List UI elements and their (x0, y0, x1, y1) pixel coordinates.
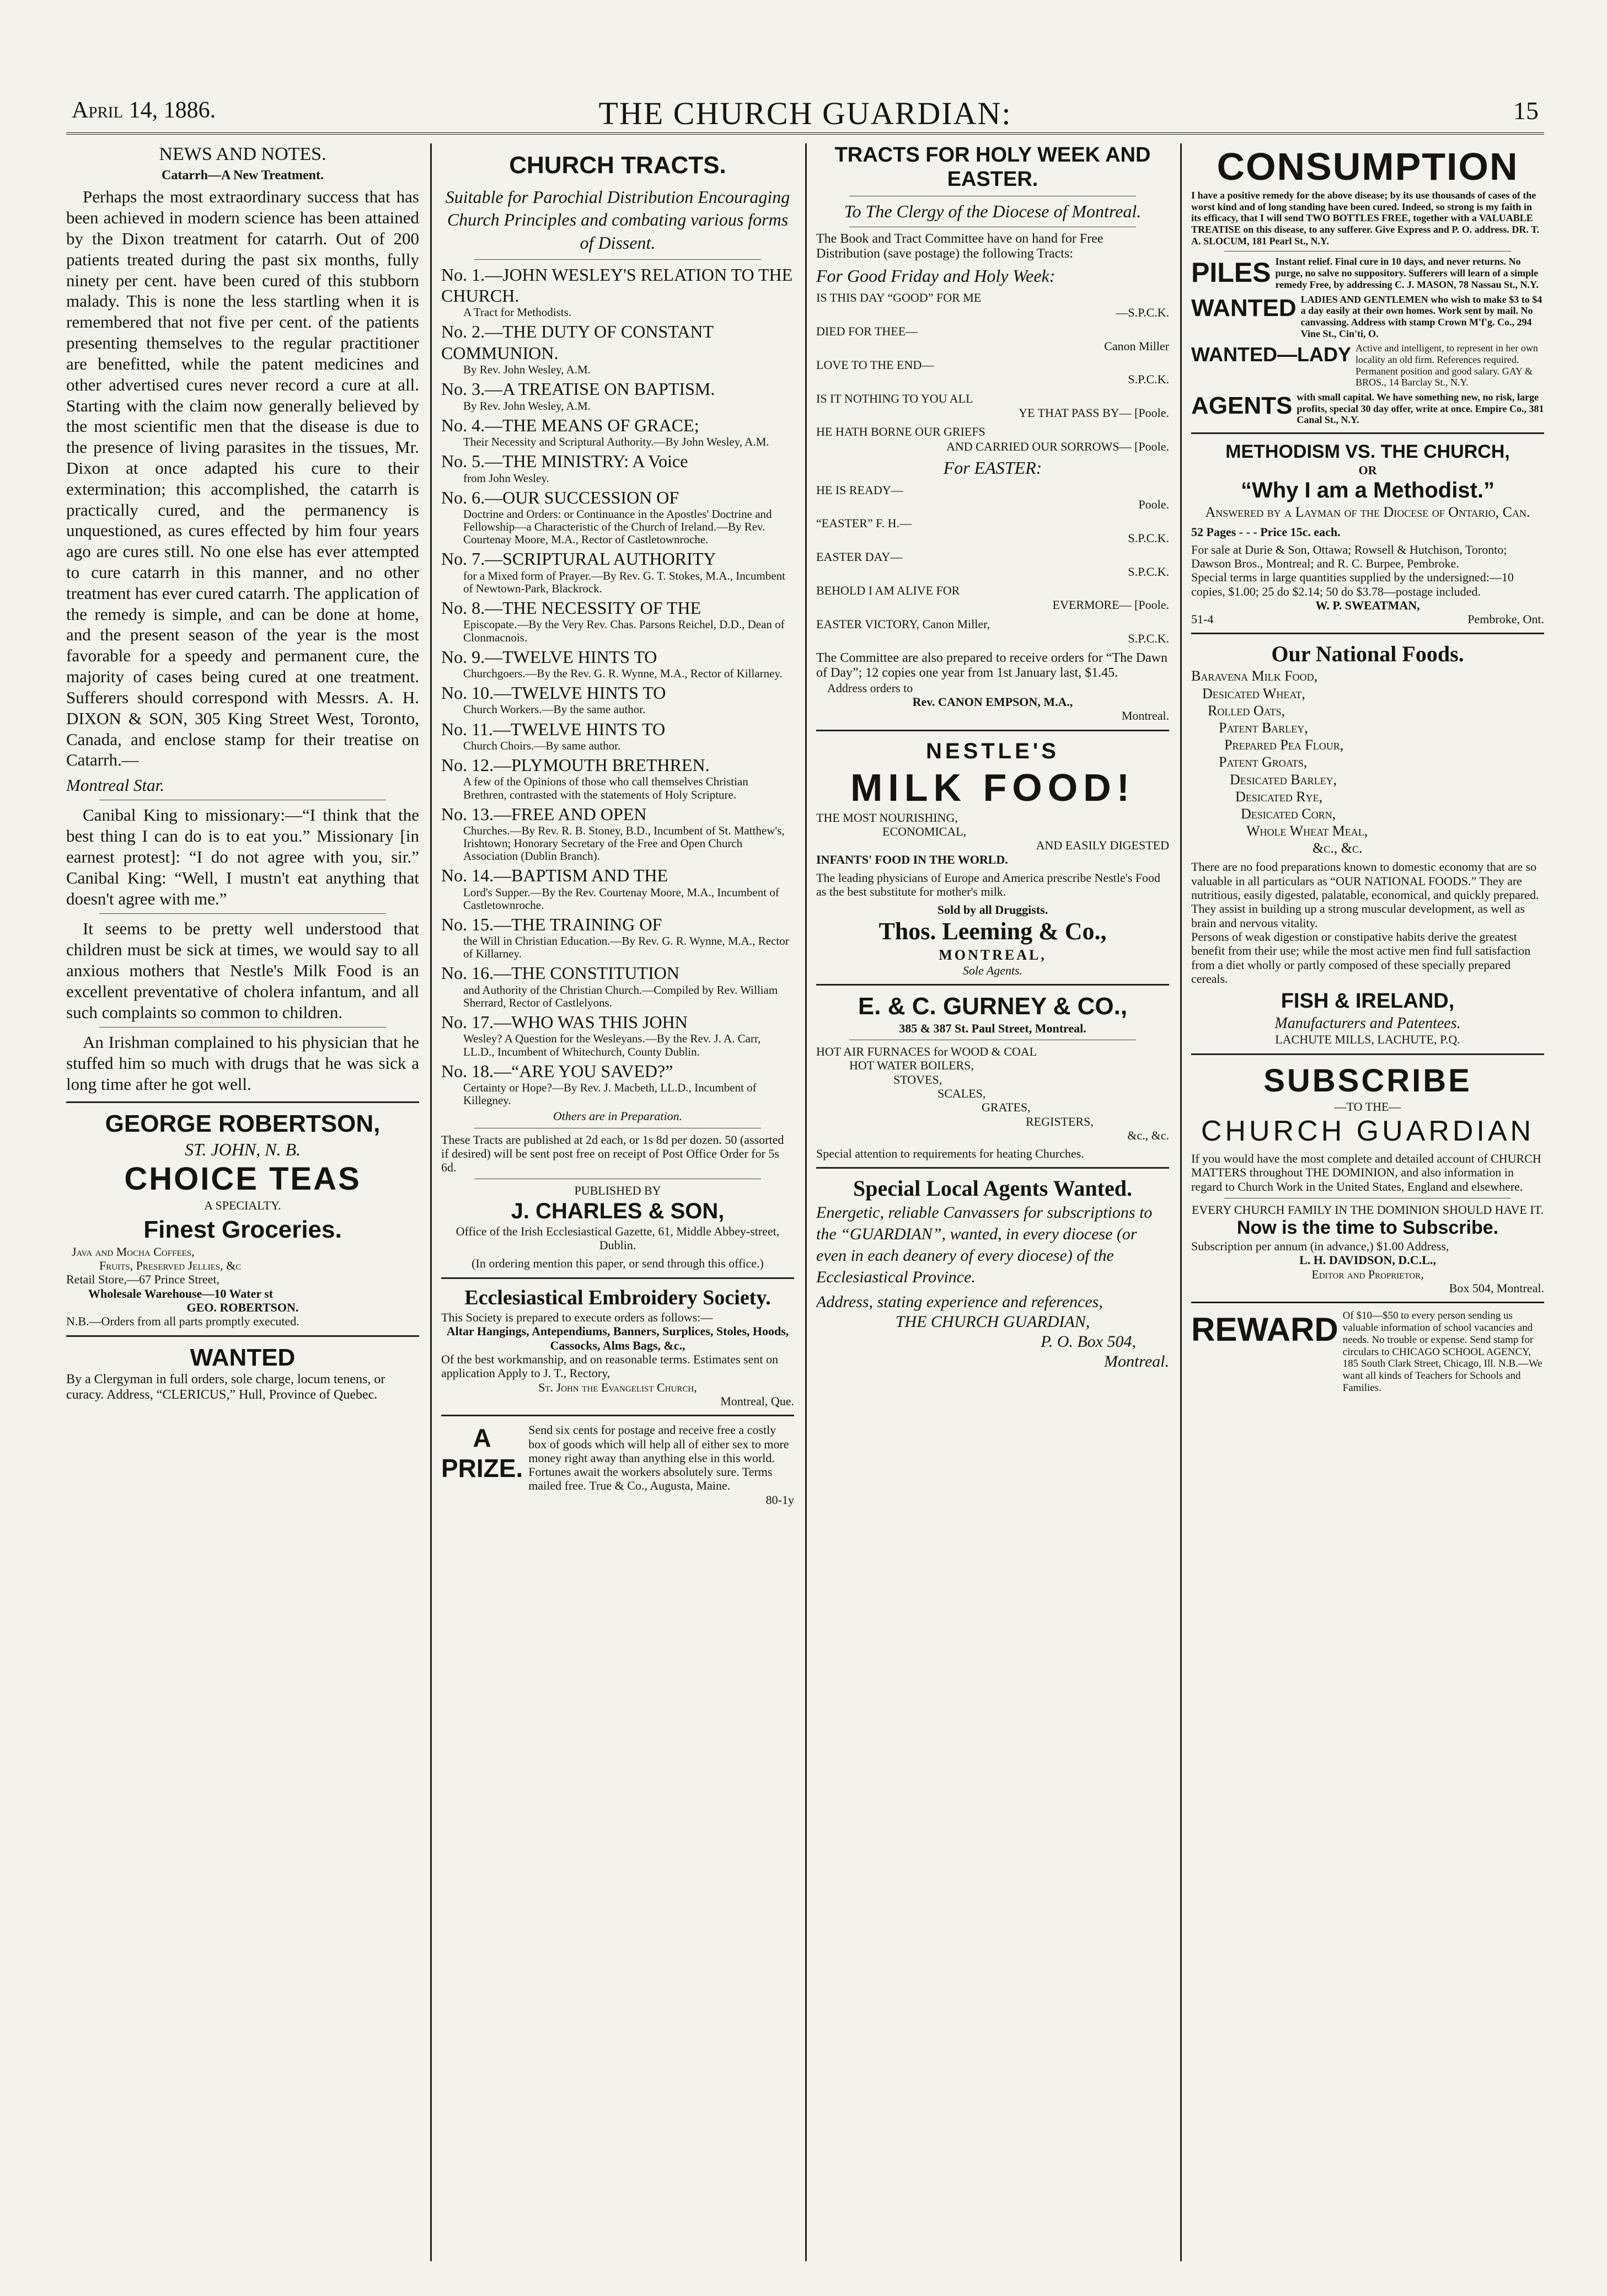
milk-food-heading: MILK FOOD! (850, 766, 1135, 809)
easter-tract-title: BEHOLD I AM ALIVE FOR (816, 583, 960, 597)
page-number: 15 (1513, 97, 1539, 125)
prize-text: Send six cents for postage and receive free a costly box of goods which will help all of either sex to more money right away than anything else in this world. Fortunes await the workers absolutely sure. Terms mailed free. True & Co., Augusta, Maine. (528, 1423, 789, 1493)
methodism-heading: METHODISM VS. THE CHURCH, (1225, 441, 1510, 463)
tract-item (441, 487, 794, 547)
nestle-line: INFANTS' FOOD IN THE WORLD. (816, 852, 1008, 866)
gurney-item: REGISTERS, (1026, 1114, 1094, 1128)
food-item: Baravena Milk Food, (1191, 668, 1318, 684)
easter-tract-item (816, 358, 1169, 387)
tract-sub: A few of the Opinions of those who call themselves Christian Brethren, contrasted with the statements of Holy Scripture. (463, 775, 748, 801)
tract-item (441, 1011, 794, 1058)
irishman-anecdote: An Irishman complained to his physician that he stuffed him so much with drugs that he was sick a long time after he got well. (66, 1032, 419, 1094)
fish-ireland-place: LACHUTE MILLS, LACHUTE, P.Q. (1275, 1032, 1460, 1047)
food-item: Desicated Barley, (1230, 771, 1337, 788)
easter-tract-sub: S.P.C.K. (1128, 372, 1169, 387)
easter-intro: The Book and Tract Committee have on hand for Free Distribution (save postage) the following Tracts: (816, 231, 1104, 261)
groceries-line: Wholesale Warehouse—10 Water st (88, 1286, 274, 1300)
nestle-line: AND EASILY DIGESTED (1036, 838, 1169, 853)
foods-list (1191, 667, 1544, 857)
easter-tract-title: LOVE TO THE END— (816, 357, 934, 372)
tract-title: No. 17.—WHO WAS THIS JOHN (441, 1012, 688, 1032)
to-the: —TO THE— (1334, 1100, 1401, 1114)
piles-heading: PILES (1191, 257, 1271, 288)
tract-title: No. 2.—THE DUTY OF CONSTANT COMMUNION. (441, 322, 714, 363)
embroidery-city: Montreal, Que. (720, 1394, 794, 1408)
tract-title: No. 16.—THE CONSTITUTION (441, 963, 679, 983)
tract-item (441, 646, 794, 680)
tract-title: No. 11.—TWELVE HINTS TO (441, 719, 666, 739)
catarrh-heading: Catarrh—A New Treatment. (162, 168, 324, 183)
easter-tract-title: HE HATH BORNE OUR GRIEFS (816, 425, 985, 439)
food-item: Patent Groats, (1219, 754, 1308, 770)
every-family: EVERY CHURCH FAMILY IN THE DOMINION SHOULD HAVE IT. (1191, 1202, 1544, 1217)
tract-item (441, 451, 794, 484)
sold-by-druggists: Sold by all Druggists. (937, 903, 1048, 917)
newspaper-title: THE CHURCH GUARDIAN: (598, 95, 1012, 131)
gurney-item: GRATES, (982, 1100, 1031, 1115)
easter-heading: For EASTER: (943, 458, 1042, 478)
easter-tract-sub: AND CARRIED OUR SORROWS— [Poole. (946, 439, 1169, 453)
leeming-role: Sole Agents. (962, 963, 1023, 977)
tract-item (441, 962, 794, 1009)
tract-item (441, 548, 794, 595)
easter-tract-item (816, 324, 1169, 354)
easter-tract-item (816, 392, 1169, 421)
tract-title: No. 15.—THE TRAINING OF (441, 914, 662, 934)
tract-sub: By Rev. John Wesley, A.M. (463, 399, 591, 413)
tract-title: No. 12.—PLYMOUTH BRETHREN. (441, 755, 710, 775)
piles-ad (1191, 256, 1544, 290)
easter-tract-title: IS THIS DAY “GOOD” FOR ME (816, 291, 982, 305)
tract-sub: Their Necessity and Scriptural Authority.—By John Wesley, A.M. (463, 435, 769, 449)
ordering-note: (In ordering mention this paper, or send through this office.) (472, 1256, 764, 1271)
food-item: Desicated Wheat, (1202, 685, 1305, 702)
tract-title: No. 10.—TWELVE HINTS TO (441, 683, 666, 703)
local-agents-address: Address, stating experience and references, (816, 1293, 1103, 1312)
easter-tract-item (816, 584, 1169, 613)
gurney-item: SCALES, (938, 1086, 986, 1100)
masthead (66, 94, 1544, 135)
leeming-name: Thos. Leeming & Co., (879, 917, 1107, 945)
gurney-address: 385 & 387 St. Paul Street, Montreal. (899, 1021, 1086, 1035)
easter-tracts-sub: To The Clergy of the Diocese of Montreal. (844, 201, 1142, 222)
sweatman-city: Pembroke, Ont. (1467, 612, 1544, 627)
tract-title: No. 3.—A TREATISE ON BAPTISM. (441, 379, 715, 399)
easter-tract-title: EASTER DAY— (816, 550, 903, 564)
tract-sub: Church Choirs.—By same author. (463, 738, 621, 752)
tract-sub: from John Wesley. (463, 471, 549, 485)
tract-title: No. 4.—THE MEANS OF GRACE; (441, 415, 699, 435)
wanted-heading-1: WANTED (1191, 294, 1297, 322)
fish-ireland: FISH & IRELAND, (1281, 989, 1455, 1013)
prize-heading: A PRIZE. (441, 1423, 523, 1483)
column-news (66, 143, 419, 2261)
wanted-text-1: LADIES AND GENTLEMEN who wish to make $3 to $4 a day easily at their own homes. Work sent by mail. No canvassing. Address with stamp Crown M'f'g. Co., 294 Vine St., Cin'ti, O. (1300, 293, 1542, 339)
gurney-item: &c., &c. (1127, 1128, 1169, 1142)
church-guardian-heading: CHURCH GUARDIAN (1201, 1115, 1535, 1147)
prize-ad (441, 1423, 794, 1492)
groceries-line: Java and Mocha Coffees, (72, 1244, 195, 1259)
tract-sub: Lord's Supper.—By the Rev. Courtenay Moore, M.A., Incumbent of Castletownroche. (463, 885, 779, 912)
tract-item (441, 682, 794, 716)
wanted-ad-1 (1191, 294, 1544, 340)
good-friday-heading: For Good Friday and Holy Week: (816, 265, 1056, 286)
embroidery-church: St. John the Evangelist Church, (538, 1380, 697, 1394)
local-agents-heading: Special Local Agents Wanted. (853, 1176, 1132, 1201)
tract-item (441, 415, 794, 448)
easter-tract-title: IS IT NOTHING TO YOU ALL (816, 391, 973, 405)
sweatman-line (1191, 612, 1544, 626)
food-item: Desicated Corn, (1241, 805, 1336, 822)
gurney-item: HOT AIR FURNACES for WOOD & COAL (816, 1045, 1037, 1059)
agents-heading: AGENTS (1191, 392, 1293, 419)
nestle-name: NESTLE'S (926, 738, 1059, 763)
groceries-line: Retail Store,—67 Prince Street, (66, 1272, 219, 1287)
tract-item (441, 865, 794, 912)
embroidery-text: Of the best workmanship, and on reasonable terms. Estimates sent on application Apply to J. T., Rectory, (441, 1352, 778, 1380)
groceries-line: GEO. ROBERTSON. (186, 1300, 299, 1314)
nestle-physicians: The leading physicians of Europe and America prescribe Nestle's Food as the best substitute for mother's milk. (816, 870, 1161, 899)
tract-item (441, 719, 794, 752)
tract-title: No. 13.—FREE AND OPEN (441, 804, 647, 824)
tract-sub: the Will in Christian Education.—By Rev. G. R. Wynne, M.A., Rector of Killarney. (463, 934, 789, 961)
column-rule (1180, 143, 1182, 2261)
address-orders: Address orders to (827, 681, 913, 695)
gurney-name: E. & C. GURNEY & CO., (858, 992, 1128, 1020)
tract-title: No. 9.—TWELVE HINTS TO (441, 646, 657, 667)
robertson-place: ST. JOHN, N. B. (184, 1139, 301, 1159)
subscription-price: Subscription per annum (in advance,) $1.00 Address, (1191, 1239, 1449, 1253)
tract-title: No. 18.—“ARE YOU SAVED?” (441, 1061, 673, 1081)
tract-sub: for a Mixed form of Prayer.—By Rev. G. T. Stokes, M.A., Incumbent of Newtown-Park, Blackrock. (463, 569, 786, 595)
foods-text-2: Persons of weak digestion or constipative habits derive the greatest benefit from their use; while the most active men find full satisfaction from a diet wholly or partly composed of these specially prepared cereals. (1191, 929, 1531, 986)
wanted-text-2: Active and intelligent, to represent in her own locality an old firm. References required. Permanent position and good salary. GAY & BROS., 14 Barclay St., N.Y. (1356, 342, 1538, 388)
tract-sub: By Rev. John Wesley, A.M. (463, 363, 591, 377)
tract-item (441, 1061, 794, 1107)
groceries-note: N.B.—Orders from all parts promptly executed. (66, 1314, 299, 1329)
tract-item (441, 597, 794, 644)
guardian-text: If you would have the most complete and detailed account of CHURCH MATTERS throughout THE DOMINION, and also information in regard to Church Work in the United States, England and elsewhere. (1191, 1151, 1541, 1194)
methodism-pages: 52 Pages - - - Price 15c. each. (1191, 525, 1341, 539)
publisher-name: J. CHARLES & SON, (511, 1198, 725, 1223)
easter-tract-title: “EASTER” F. H.— (816, 516, 912, 531)
easter-tract-item (816, 425, 1169, 454)
column-ads (1191, 143, 1544, 2261)
easter-tract-sub: S.P.C.K. (1128, 564, 1169, 579)
canon-empson: Rev. CANON EMPSON, M.A., (912, 695, 1073, 709)
tract-title: No. 7.—SCRIPTURAL AUTHORITY (441, 549, 716, 569)
tract-sub: Episcopate.—By the Very Rev. Chas. Parsons Reichel, D.D., Dean of Clonmacnois. (463, 618, 785, 644)
teas-specialty: A SPECIALTY. (204, 1198, 281, 1212)
tract-item (441, 378, 794, 412)
easter-tract-sub: Poole. (1138, 497, 1169, 512)
newspaper-page (66, 94, 1544, 2261)
editor-title: Editor and Proprietor, (1311, 1267, 1424, 1281)
nestle-paragraph: It seems to be pretty well understood that children must be sick at times, we would say to all anxious mothers that Nestle's Milk Food is an excellent preventative of cholera infantum, and all such complaints so common to children. (66, 919, 419, 1022)
guardian-city: Montreal. (1104, 1352, 1169, 1371)
food-item: Prepared Pea Flour, (1224, 737, 1344, 753)
tract-sub: Churches.—By Rev. R. B. Stoney, B.D., Incumbent of St. Matthew's, Irishtown; Honorary Secretary of the Free and Open Church Association (Dublin Branch). (463, 824, 785, 863)
tract-sub: Certainty or Hope?—By Rev. J. Macbeth, LL.D., Incumbent of Killegney. (463, 1081, 757, 1107)
tract-sub: Churchgoers.—By the Rev. G. R. Wynne, M.A., Rector of Killarney. (463, 667, 783, 680)
prize-code: 80-1y (765, 1492, 794, 1507)
leeming-city: MONTREAL, (939, 946, 1047, 963)
groceries-line: Fruits, Preserved Jellies, &c (99, 1259, 242, 1273)
methodism-or: OR (1358, 463, 1377, 477)
tract-sub: Wesley? A Question for the Wesleyans.—By the Rev. J. A. Carr, LL.D., Incumbent of Whitechurch, County Dublin. (463, 1032, 761, 1058)
food-item: &c., &c. (1313, 840, 1363, 857)
easter-tract-sub: S.P.C.K. (1128, 631, 1169, 646)
easter-tract-sub: EVERMORE— [Poole. (1052, 598, 1169, 612)
published-by: PUBLISHED BY (574, 1184, 661, 1198)
embroidery-items: Altar Hangings, Antependiums, Banners, Surplices, Stoles, Hoods, Cassocks, Alms Bags, &c., (446, 1324, 789, 1352)
tract-title: No. 8.—THE NECESSITY OF THE (441, 598, 701, 618)
tract-item (441, 754, 794, 801)
easter-tract-item (816, 291, 1169, 320)
easter-tract-item (816, 483, 1169, 512)
tract-sub: Church Workers.—By the same author. (463, 703, 646, 716)
tract-list (441, 264, 794, 1107)
food-item: Desicated Rye, (1235, 788, 1323, 805)
tract-item (441, 804, 794, 863)
gurney-item: HOT WATER BOILERS, (849, 1058, 974, 1073)
wanted-ad-2 (1191, 342, 1544, 388)
catarrh-source: Montreal Star. (66, 775, 164, 795)
easter-tract-title: EASTER VICTORY, Canon Miller, (816, 617, 990, 631)
easter-list (816, 483, 1169, 646)
agents-text: with small capital. We have something new, no risk, large profits, special 30 day offer, write at once. Empire Co., 381 Canal St., N.Y. (1297, 392, 1544, 426)
choice-teas-heading: CHOICE TEAS (124, 1161, 361, 1197)
fish-ireland-sub: Manufacturers and Patentees. (1274, 1014, 1461, 1032)
canon-city: Montreal. (1121, 709, 1169, 723)
answered-by: Answered by a Layman of the Diocese of Ontario, Can. (1205, 504, 1530, 521)
easter-tract-title: HE IS READY— (816, 483, 903, 497)
dawn-of-day-text: The Committee are also prepared to receive orders for “The Dawn of Day”; 12 copies one year from 1st January last, $1.45. (816, 650, 1168, 681)
issue-date: April 14, 1886. (72, 98, 216, 123)
foods-text: There are no food preparations known to domestic economy that are so valuable in all particulars as “OUR NATIONAL FOODS.” They are nutritious, easily digested, palatable, economical, and quickly prepared. They assist in building up a strong muscular development, as well as brain and nervous vitality. (1191, 860, 1539, 930)
gurney-item: STOVES, (893, 1072, 942, 1087)
agents-ad (1191, 392, 1544, 426)
easter-tract-item (816, 550, 1169, 579)
gurney-note: Special attention to requirements for heating Churches. (816, 1147, 1084, 1161)
tract-title: No. 1.—JOHN WESLEY'S RELATION TO THE CHURCH. (441, 264, 793, 306)
piles-text: Instant relief. Final cure in 10 days, and never returns. No purge, no salve no suppository. Sufferers will learn of a simple remedy Free, by addressing C. J. MASON, 78 Nassau St., N.Y. (1275, 256, 1539, 290)
robertson-name: GEORGE ROBERTSON, (105, 1110, 381, 1137)
food-item: Patent Barley, (1219, 719, 1308, 736)
easter-tract-item (816, 617, 1169, 646)
now-subscribe: Now is the time to Subscribe. (1236, 1217, 1499, 1239)
nestle-line: THE MOST NOURISHING, (816, 810, 958, 825)
good-friday-list (816, 291, 1169, 454)
canibal-anecdote: Canibal King to missionary:—“I think that the best thing I can do is to eat you.” Missionary [in earnest protest]: “I do not agree with you, sir.” Canibal King: “Well, I mustn't eat anything that doesn't agree with me.” (66, 805, 419, 908)
consumption-text: I have a positive remedy for the above disease; by its use thousands of cases of the worst kind and of long standing have been cured. Indeed, so strong is my faith in its efficacy, that I will send TWO BOTTLES FREE, together with a VALUABLE TREATISE on this disease, to any sufferer. Give Express and P. O. address. DR. T. A. SLOCUM, 181 Pearl St., N.Y. (1191, 190, 1540, 247)
embroidery-intro: This Society is prepared to execute orders as follows:— (441, 1310, 713, 1325)
tract-item (441, 264, 794, 319)
guardian-name: THE CHURCH GUARDIAN, (895, 1313, 1090, 1331)
easter-tract-title: DIED FOR THEE— (816, 324, 918, 339)
easter-tract-sub: Canon Miller (1104, 339, 1169, 353)
tract-title: No. 5.—THE MINISTRY: A Voice (441, 451, 688, 472)
easter-tracts-heading: TRACTS FOR HOLY WEEK AND EASTER. (834, 143, 1151, 191)
tract-title: No. 14.—BAPTISM AND THE (441, 865, 668, 886)
church-tracts-heading: CHURCH TRACTS. (509, 152, 726, 179)
embroidery-heading: Ecclesiastical Embroidery Society. (464, 1286, 771, 1309)
easter-tract-sub: S.P.C.K. (1128, 531, 1169, 545)
reward-text: Of $10—$50 to every person sending us valuable information of school vacancies and needs. No trouble or expense. Send stamp for circulars to CHICAGO SCHOOL AGENCY, 185 South Clark Street, Chicago, Ill. N.B.—We want all kinds of Teachers for Schools and Families. (1342, 1310, 1542, 1394)
food-item: Rolled Oats, (1208, 702, 1285, 719)
methodism-terms: Special terms in large quantities supplied by the undersigned:—10 copies, $1.00; 25 do $2.14; 50 do $3.78—postage included. (1191, 570, 1514, 598)
local-agents-text: Energetic, reliable Canvassers for subscriptions to the “GUARDIAN”, wanted, in every diocese (or even in each deanery of every diocese) of the Ecclesiastical Province. (816, 1203, 1153, 1287)
food-item: Whole Wheat Meal, (1246, 823, 1368, 839)
consumption-heading: CONSUMPTION (1217, 145, 1519, 188)
easter-tract-sub: —S.P.C.K. (1116, 305, 1169, 319)
national-foods-heading: Our National Foods. (1271, 641, 1464, 667)
catarrh-article: Perhaps the most extraordinary success that has been achieved in modern science has been attained by the Dixon treatment for catarrh. Out of 200 patients treated during the past six months, fully ninety per cent. have been cured of this stubborn malady. This is none the less startling when it is remembered that not five per cent. of the patients presenting themselves to the regular practitioner are benefitted, while the patent medicines and other advertised cures never record a cure at all. Starting with the claim now generally believed by the most scientific men that the disease is due to the presence of living parasites in the tissues, Mr. Dixon at once adapted his cure to their extermination; this accomplished, the catarrh is practically cured, and the permanency is unquestioned, as cures effected by him four years ago are cures still. No one else has ever attempted to cure catarrh in this manner, and no other treatment has ever cured catarrh. The application of the remedy is simple, and can be done at home, and the present season of the year is the most favorable for a speedy and permanent cure, the majority of cases being cured at one treatment. Sufferers should correspond with Messrs. A. H. DIXON & SON, 305 King Street West, Toronto, Canada, and enclose stamp for their treatise on Catarrh.— (66, 187, 419, 770)
nestle-line: ECONOMICAL, (882, 824, 967, 838)
tract-sub: A Tract for Methodists. (463, 306, 572, 319)
sweatman-code: 51-4 (1191, 612, 1214, 627)
publisher-address: Office of the Irish Ecclesiastical Gazette, 61, Middle Abbey-street, Dublin. (456, 1224, 780, 1252)
column-tracts (441, 143, 794, 2261)
why-methodist: “Why I am a Methodist.” (1240, 478, 1495, 503)
tract-item (441, 914, 794, 961)
wanted-text: By a Clergyman in full orders, sole charge, locum tenens, or curacy. Address, “CLERICUS,” Hull, Province of Quebec. (66, 1372, 385, 1402)
methodism-sale: For sale at Durie & Son, Ottawa; Rowsell & Hutchison, Toronto; Dawson Bros., Montreal; and R. C. Burpee, Pembroke. (1191, 542, 1507, 570)
tract-sub: and Authority of the Christian Church.—Compiled by Rev. William Sherrard, Rector of Castlelyons. (463, 983, 778, 1009)
tracts-intro: Suitable for Parochial Distribution Encouraging Church Principles and combating various forms of Dissent. (445, 186, 790, 253)
reward-ad (1191, 1310, 1544, 1394)
easter-tract-sub: YE THAT PASS BY— [Poole. (1019, 406, 1169, 420)
tracts-price-note: These Tracts are published at 2d each, or 1s 8d per dozen. 50 (assorted if desired) will be sent post free on receipt of Post Office Order for 5s 6d. (441, 1132, 784, 1175)
tract-sub: Doctrine and Orders: or Continuance in the Apostles' Doctrine and Fellowship—a Characteristic of the Church of Ireland.—By Rev. Courtenay Moore, M.A., Rector of Castletownroche. (463, 507, 772, 547)
column-easter (816, 143, 1169, 2261)
davidson-name: L. H. DAVIDSON, D.C.L., (1299, 1253, 1436, 1267)
others-in-preparation: Others are in Preparation. (553, 1109, 683, 1123)
subscribe-heading: SUBSCRIBE (1263, 1062, 1472, 1099)
wanted-heading-2: WANTED—LADY (1191, 343, 1351, 366)
column-rule (430, 143, 432, 2261)
tract-title: No. 6.—OUR SUCCESSION OF (441, 487, 679, 507)
wanted-heading: WANTED (190, 1344, 296, 1371)
sweatman-name: W. P. SWEATMAN, (1315, 598, 1420, 612)
reward-heading: REWARD (1191, 1311, 1338, 1348)
column-rule (805, 143, 807, 2261)
groceries-heading: Finest Groceries. (143, 1216, 342, 1243)
davidson-box: Box 504, Montreal. (1449, 1281, 1544, 1295)
tract-item (441, 321, 794, 376)
easter-tract-item (816, 516, 1169, 545)
news-section-title: NEWS AND NOTES. (159, 144, 326, 164)
guardian-box: P. O. Box 504, (1041, 1332, 1136, 1351)
